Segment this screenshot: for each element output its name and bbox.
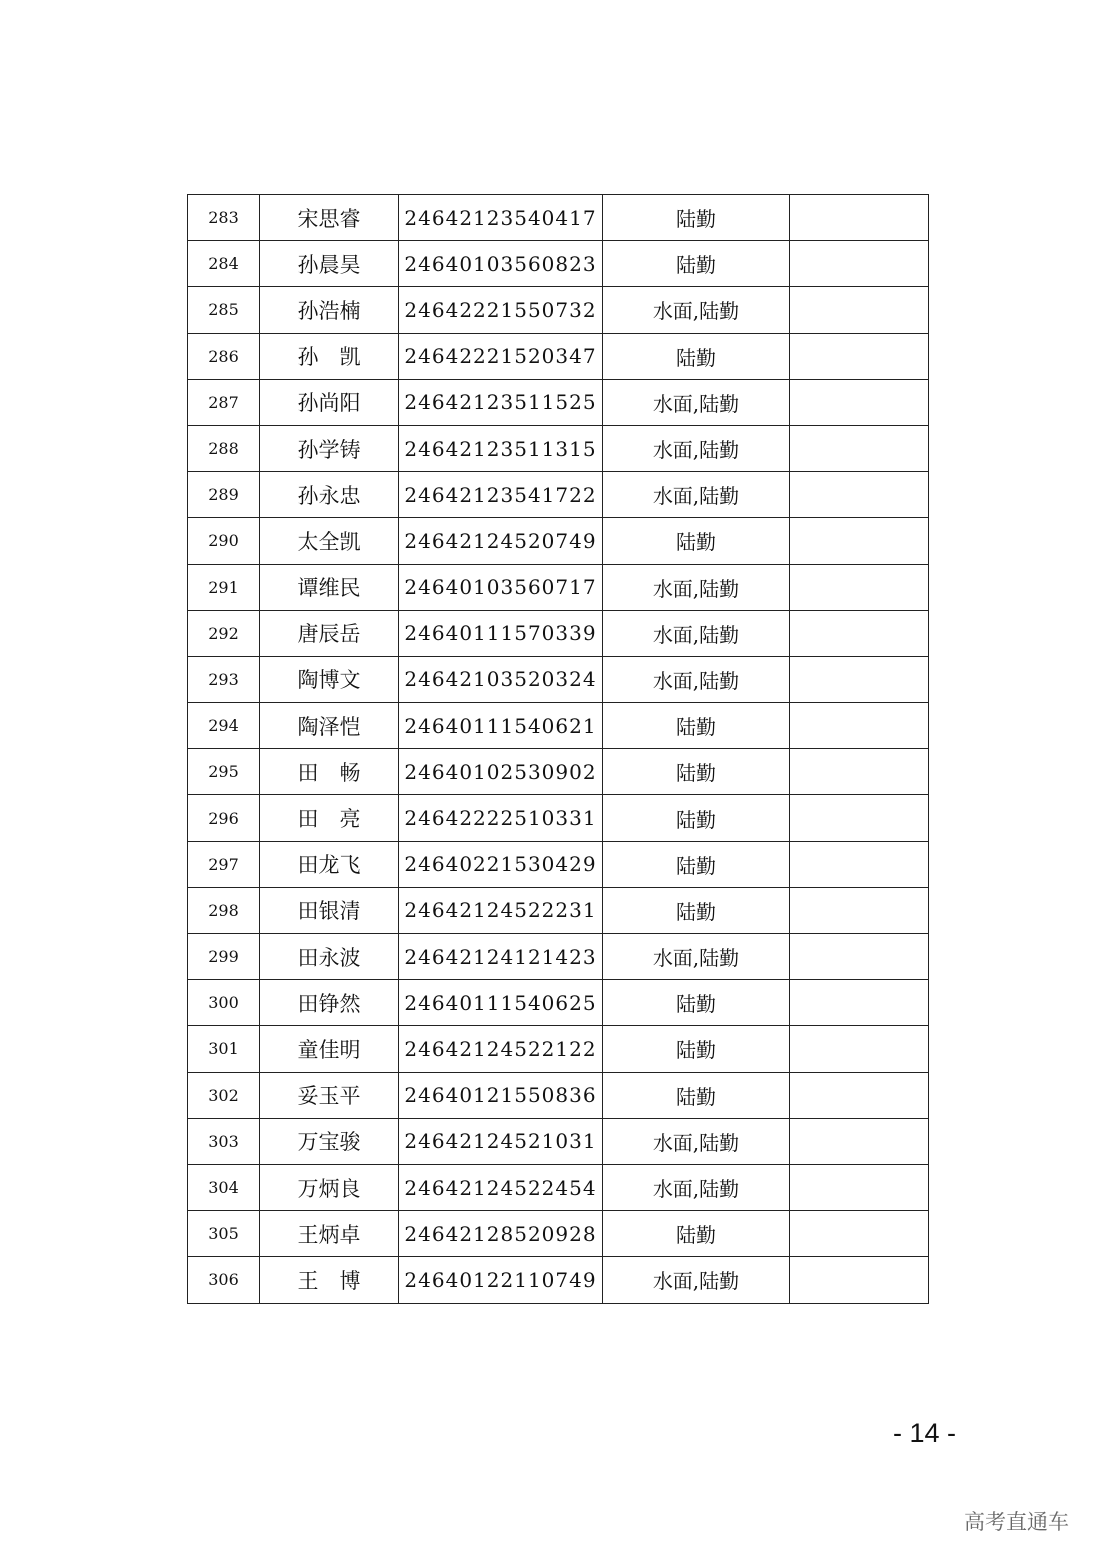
row-exam-id: 24640122110749	[399, 1257, 603, 1303]
row-seq: 297	[188, 841, 260, 887]
table-row	[188, 333, 929, 379]
row-exam-id: 24642124522231	[399, 887, 603, 933]
row-seq: 289	[188, 472, 260, 518]
table-row	[188, 887, 929, 933]
row-exam-id: 24640103560717	[399, 564, 603, 610]
row-name: 孙 凯	[260, 333, 399, 379]
row-name: 孙永忠	[260, 472, 399, 518]
row-exam-id: 24642123511525	[399, 379, 603, 425]
row-category: 陆勤	[603, 749, 790, 795]
row-note	[790, 1026, 929, 1072]
row-seq: 284	[188, 241, 260, 287]
row-seq: 303	[188, 1118, 260, 1164]
row-exam-id: 24642124522122	[399, 1026, 603, 1072]
row-exam-id: 24640111570339	[399, 610, 603, 656]
table-row	[188, 518, 929, 564]
row-name: 太全凯	[260, 518, 399, 564]
row-seq: 306	[188, 1257, 260, 1303]
row-note	[790, 1118, 929, 1164]
table-row	[188, 1257, 929, 1303]
row-seq: 285	[188, 287, 260, 333]
table-row	[188, 610, 929, 656]
row-seq: 294	[188, 703, 260, 749]
row-seq: 302	[188, 1072, 260, 1118]
row-category: 陆勤	[603, 1072, 790, 1118]
row-name: 唐辰岳	[260, 610, 399, 656]
row-category: 水面,陆勤	[603, 425, 790, 471]
row-name: 宋思睿	[260, 195, 399, 241]
row-seq: 300	[188, 980, 260, 1026]
row-note	[790, 518, 929, 564]
row-exam-id: 24642103520324	[399, 656, 603, 702]
row-category: 水面,陆勤	[603, 610, 790, 656]
row-category: 陆勤	[603, 703, 790, 749]
table-row	[188, 934, 929, 980]
row-seq: 288	[188, 425, 260, 471]
table-row	[188, 795, 929, 841]
row-name: 孙尚阳	[260, 379, 399, 425]
row-name: 王炳卓	[260, 1211, 399, 1257]
table-row	[188, 472, 929, 518]
row-exam-id: 24642128520928	[399, 1211, 603, 1257]
table-row	[188, 287, 929, 333]
row-exam-id: 24640121550836	[399, 1072, 603, 1118]
table-row	[188, 1211, 929, 1257]
row-seq: 290	[188, 518, 260, 564]
row-category: 陆勤	[603, 887, 790, 933]
row-exam-id: 24640221530429	[399, 841, 603, 887]
row-name: 陶博文	[260, 656, 399, 702]
roster-table	[187, 194, 929, 1304]
row-note	[790, 333, 929, 379]
row-name: 田永波	[260, 934, 399, 980]
row-name: 万宝骏	[260, 1118, 399, 1164]
row-note	[790, 1072, 929, 1118]
watermark-text: 高考直通车	[964, 1510, 1069, 1534]
row-category: 水面,陆勤	[603, 1164, 790, 1210]
row-exam-id: 24642222510331	[399, 795, 603, 841]
row-exam-id: 24642123541722	[399, 472, 603, 518]
row-category: 陆勤	[603, 795, 790, 841]
table-row	[188, 1026, 929, 1072]
row-note	[790, 887, 929, 933]
row-note	[790, 749, 929, 795]
row-seq: 301	[188, 1026, 260, 1072]
row-name: 万炳良	[260, 1164, 399, 1210]
row-exam-id: 24642124520749	[399, 518, 603, 564]
row-seq: 298	[188, 887, 260, 933]
row-exam-id: 24642221550732	[399, 287, 603, 333]
row-note	[790, 425, 929, 471]
row-exam-id: 24642123511315	[399, 425, 603, 471]
row-note	[790, 1164, 929, 1210]
table-row	[188, 749, 929, 795]
row-seq: 292	[188, 610, 260, 656]
row-category: 陆勤	[603, 1211, 790, 1257]
table-row	[188, 841, 929, 887]
page-number: - 14 -	[893, 1418, 957, 1448]
row-category: 水面,陆勤	[603, 656, 790, 702]
row-name: 田 亮	[260, 795, 399, 841]
row-category: 陆勤	[603, 1026, 790, 1072]
row-category: 水面,陆勤	[603, 1118, 790, 1164]
row-name: 孙晨昊	[260, 241, 399, 287]
row-name: 童佳明	[260, 1026, 399, 1072]
row-note	[790, 610, 929, 656]
row-seq: 304	[188, 1164, 260, 1210]
row-name: 陶泽恺	[260, 703, 399, 749]
row-exam-id: 24642123540417	[399, 195, 603, 241]
row-exam-id: 24640103560823	[399, 241, 603, 287]
row-seq: 296	[188, 795, 260, 841]
row-note	[790, 195, 929, 241]
row-exam-id: 24640111540625	[399, 980, 603, 1026]
row-note	[790, 656, 929, 702]
row-note	[790, 795, 929, 841]
row-category: 水面,陆勤	[603, 472, 790, 518]
row-category: 陆勤	[603, 333, 790, 379]
table-row	[188, 980, 929, 1026]
row-note	[790, 287, 929, 333]
table-row	[188, 564, 929, 610]
row-exam-id: 24642124521031	[399, 1118, 603, 1164]
table-row	[188, 656, 929, 702]
row-category: 水面,陆勤	[603, 1257, 790, 1303]
table-row	[188, 703, 929, 749]
row-category: 陆勤	[603, 841, 790, 887]
row-exam-id: 24642124522454	[399, 1164, 603, 1210]
row-name: 谭维民	[260, 564, 399, 610]
row-category: 陆勤	[603, 241, 790, 287]
row-note	[790, 703, 929, 749]
row-name: 田 畅	[260, 749, 399, 795]
row-name: 田龙飞	[260, 841, 399, 887]
row-category: 陆勤	[603, 518, 790, 564]
row-category: 水面,陆勤	[603, 934, 790, 980]
row-seq: 293	[188, 656, 260, 702]
table-row	[188, 241, 929, 287]
row-seq: 295	[188, 749, 260, 795]
row-category: 陆勤	[603, 195, 790, 241]
table-row	[188, 1072, 929, 1118]
row-name: 妥玉平	[260, 1072, 399, 1118]
row-name: 田银清	[260, 887, 399, 933]
row-exam-id: 24642124121423	[399, 934, 603, 980]
row-seq: 283	[188, 195, 260, 241]
row-note	[790, 1257, 929, 1303]
row-category: 水面,陆勤	[603, 287, 790, 333]
row-exam-id: 24640102530902	[399, 749, 603, 795]
row-name: 孙学铸	[260, 425, 399, 471]
row-note	[790, 841, 929, 887]
row-seq: 287	[188, 379, 260, 425]
row-seq: 286	[188, 333, 260, 379]
row-category: 陆勤	[603, 980, 790, 1026]
row-seq: 291	[188, 564, 260, 610]
table-row	[188, 195, 929, 241]
row-name: 王 博	[260, 1257, 399, 1303]
row-note	[790, 472, 929, 518]
table-row	[188, 1164, 929, 1210]
row-name: 田铮然	[260, 980, 399, 1026]
table-row	[188, 425, 929, 471]
row-note	[790, 934, 929, 980]
row-seq: 305	[188, 1211, 260, 1257]
row-note	[790, 980, 929, 1026]
row-note	[790, 1211, 929, 1257]
row-exam-id: 24642221520347	[399, 333, 603, 379]
row-note	[790, 379, 929, 425]
row-category: 水面,陆勤	[603, 379, 790, 425]
row-exam-id: 24640111540621	[399, 703, 603, 749]
roster-body	[188, 195, 929, 1304]
row-category: 水面,陆勤	[603, 564, 790, 610]
row-note	[790, 241, 929, 287]
row-name: 孙浩楠	[260, 287, 399, 333]
row-seq: 299	[188, 934, 260, 980]
row-note	[790, 564, 929, 610]
table-row	[188, 1118, 929, 1164]
table-row	[188, 379, 929, 425]
